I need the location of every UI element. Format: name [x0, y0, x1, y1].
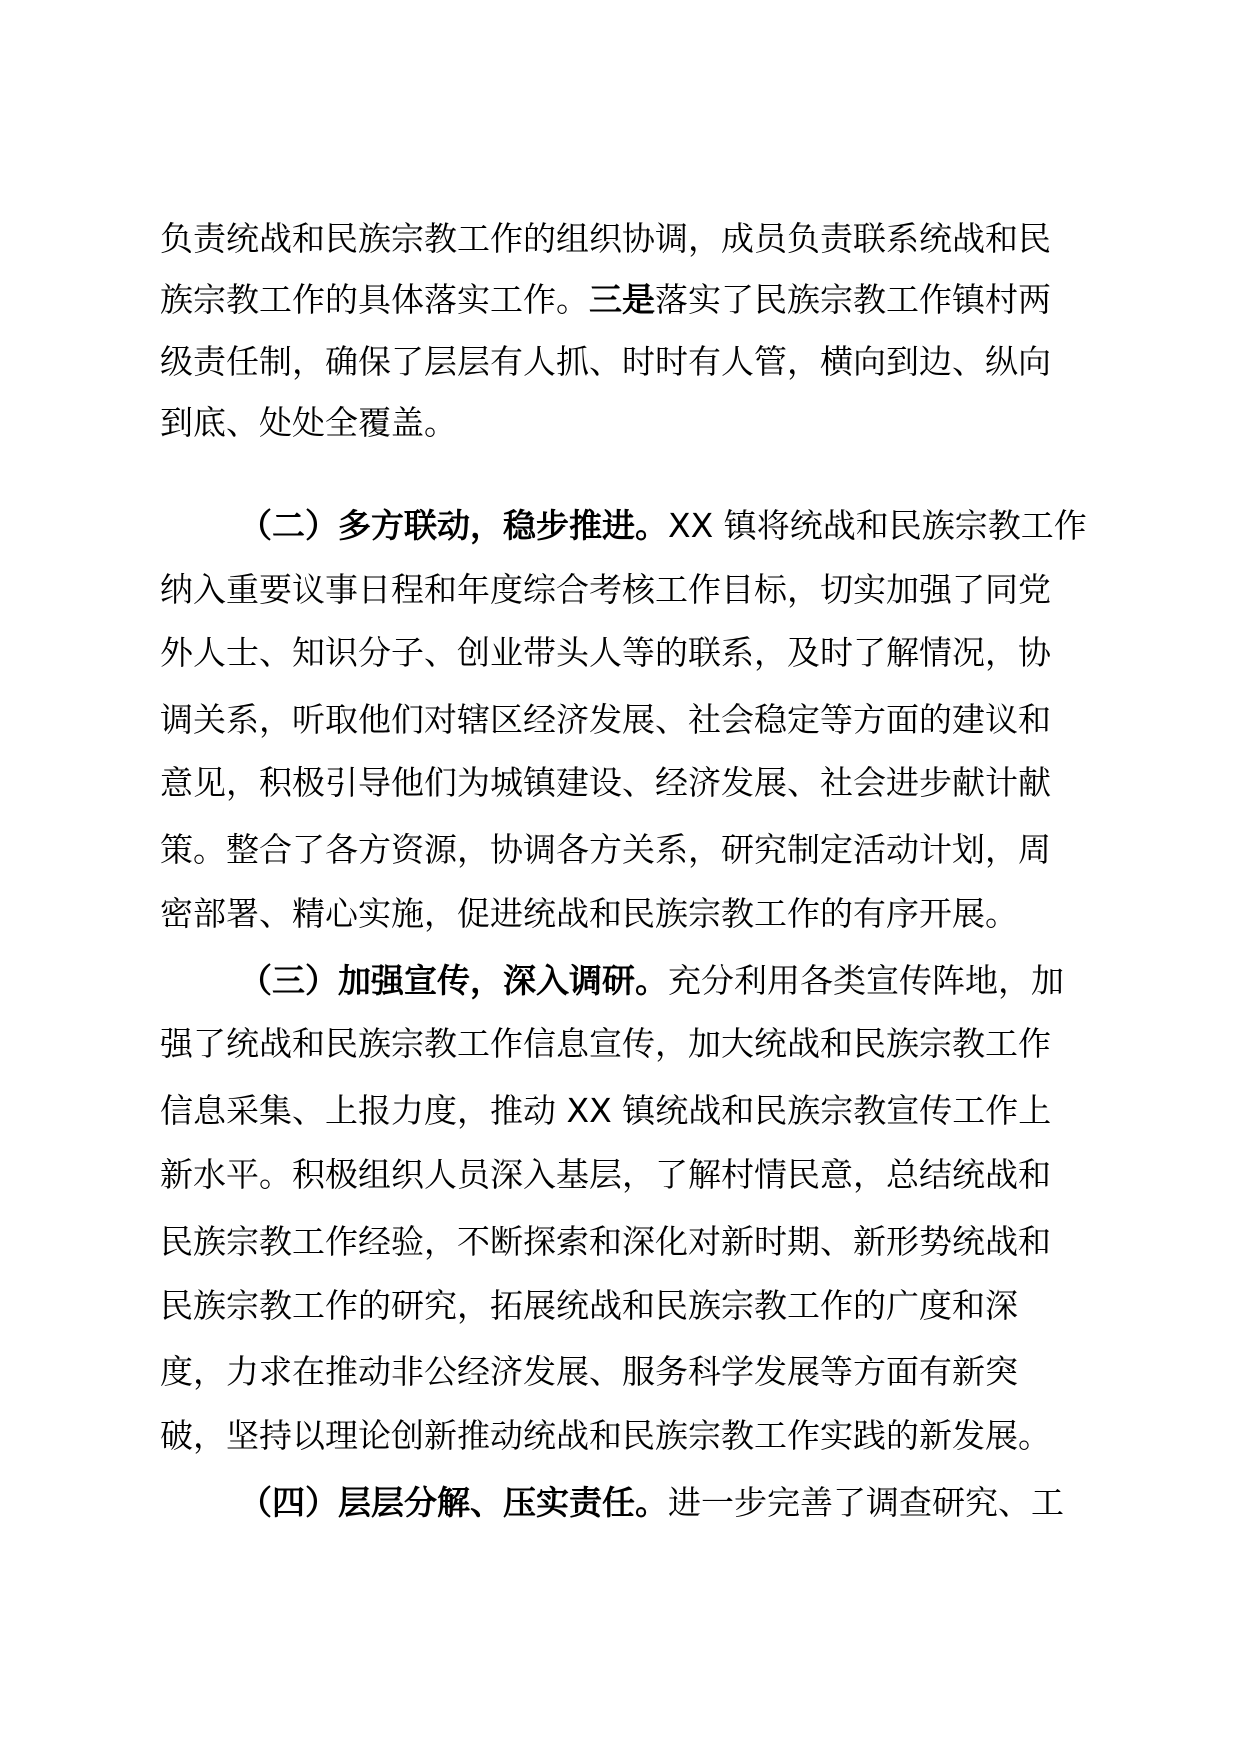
section-heading: （三）加强宣传，深入调研。 — [239, 961, 668, 1000]
text-line — [160, 270, 1051, 330]
text-run: 民族宗教工作的研究，拓展统战和民族宗教工作的广度和深 — [160, 1286, 1018, 1325]
text-run: 强了统战和民族宗教工作信息宣传，加大统战和民族宗教工作 — [160, 1024, 1051, 1063]
text-line — [160, 1014, 1051, 1074]
text-line — [160, 820, 1051, 880]
text-line — [160, 1081, 1051, 1141]
text-line — [239, 496, 1087, 556]
text-line — [160, 623, 1051, 683]
section-heading: （二）多方联动，稳步推进。 — [239, 506, 668, 545]
text-run: 级责任制，确保了层层有人抓、时时有人管，横向到边、纵向 — [160, 342, 1051, 381]
text-line — [160, 560, 1051, 620]
section-heading: （四）层层分解、压实责任。 — [239, 1483, 668, 1522]
text-run: 民族宗教工作经验，不断探索和深化对新时期、新形势统战和 — [160, 1222, 1051, 1261]
text-line — [160, 884, 1018, 944]
text-run: 落实了民族宗教工作镇村两 — [655, 280, 1051, 319]
text-run: 负责统战和民族宗教工作的组织协调，成员负责联系统战和民 — [160, 219, 1051, 258]
text-line — [160, 1276, 1018, 1336]
text-line — [160, 1212, 1051, 1272]
text-run: 策。整合了各方资源，协调各方关系，研究制定活动计划，周 — [160, 830, 1051, 869]
text-line — [160, 690, 1051, 750]
text-run: 到底、处处全覆盖。 — [160, 403, 457, 442]
text-line — [160, 332, 1051, 392]
text-run: 破，坚持以理论创新推动统战和民族宗教工作实践的新发展。 — [160, 1416, 1051, 1455]
text-line — [160, 209, 1051, 269]
text-run: 新水平。积极组织人员深入基层，了解村情民意，总结统战和 — [160, 1155, 1051, 1194]
text-line — [239, 951, 1064, 1011]
text-run: 调关系，听取他们对辖区经济发展、社会稳定等方面的建议和 — [160, 700, 1051, 739]
text-run: 充分利用各类宣传阵地，加 — [668, 961, 1064, 1000]
text-run: 外人士、知识分子、创业带头人等的联系，及时了解情况，协 — [160, 633, 1051, 672]
text-run: 族宗教工作的具体落实工作。 — [160, 280, 589, 319]
text-line — [239, 1473, 1064, 1533]
text-line — [160, 1145, 1051, 1205]
text-run: 度，力求在推动非公经济发展、服务科学发展等方面有新突 — [160, 1352, 1018, 1391]
text-run: 进一步完善了调查研究、工 — [668, 1483, 1064, 1522]
text-run: 密部署、精心实施，促进统战和民族宗教工作的有序开展。 — [160, 894, 1018, 933]
text-run: 意见，积极引导他们为城镇建设、经济发展、社会进步献计献 — [160, 763, 1051, 802]
text-line — [160, 393, 457, 453]
text-line — [160, 1406, 1051, 1466]
text-run: 纳入重要议事日程和年度综合考核工作目标，切实加强了同党 — [160, 570, 1051, 609]
text-run: 信息采集、上报力度，推动 XX 镇统战和民族宗教宣传工作上 — [160, 1091, 1052, 1130]
text-line — [160, 753, 1051, 813]
text-run: XX 镇将统战和民族宗教工作 — [668, 506, 1087, 545]
text-run-bold: 三是 — [589, 280, 655, 319]
text-line — [160, 1342, 1018, 1402]
